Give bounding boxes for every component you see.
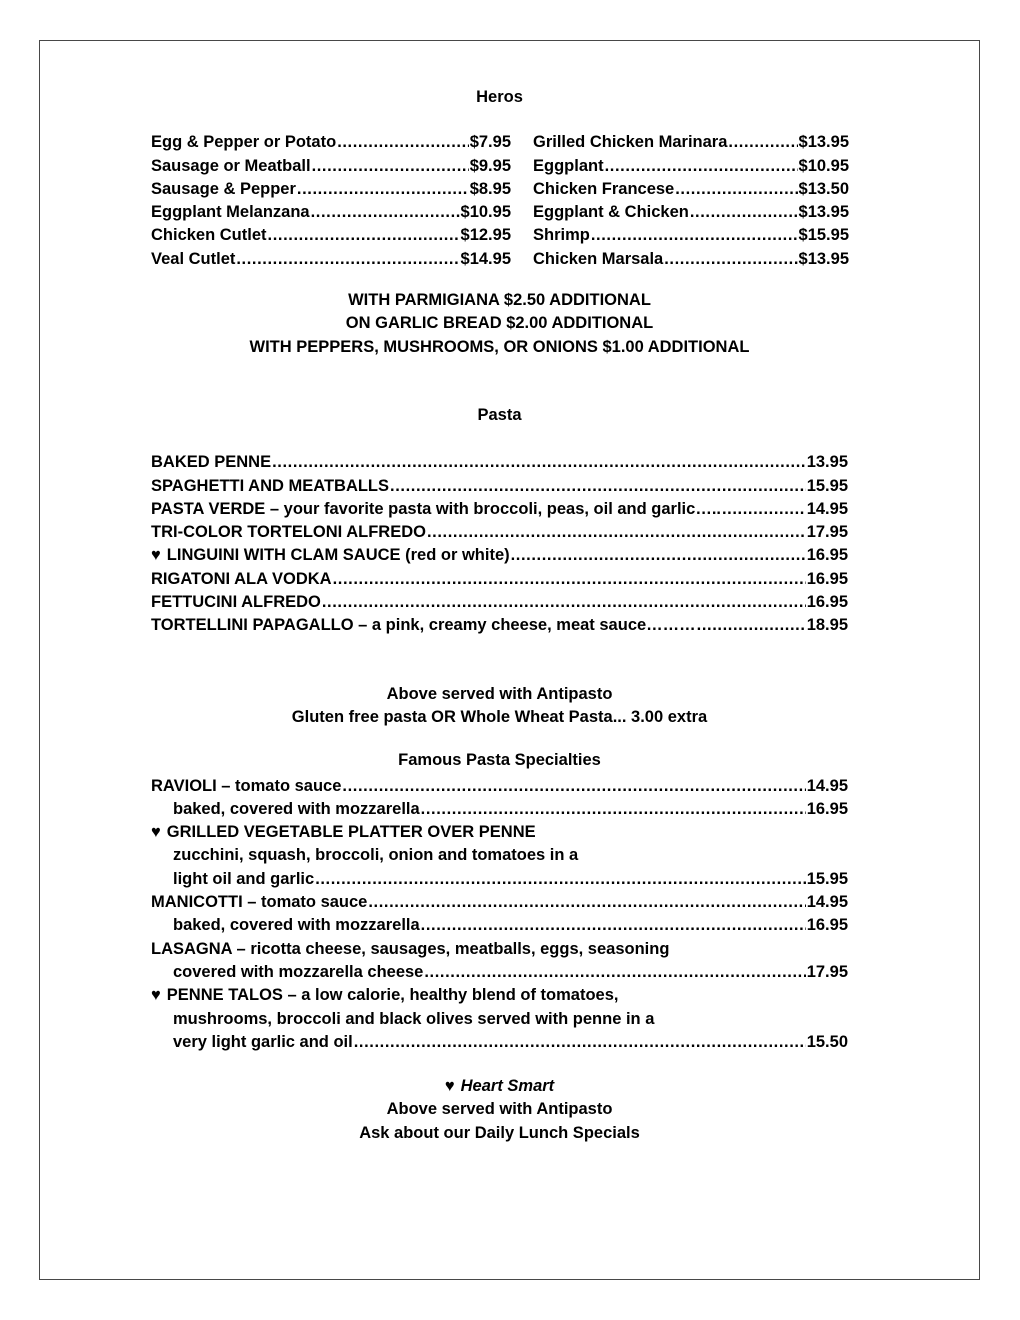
dot-leader <box>354 1031 806 1054</box>
dot-leader <box>311 201 460 224</box>
dot-leader <box>722 498 806 521</box>
specialty-row <box>151 775 848 798</box>
item-name: RAVIOLI – tomato sauce <box>151 776 342 795</box>
dot-leader <box>690 201 798 224</box>
heros-columns <box>151 131 848 271</box>
pasta-item-row <box>151 451 848 474</box>
specialty-row <box>151 891 848 914</box>
heros-right-column <box>533 131 849 271</box>
dot-leader <box>268 224 460 247</box>
pasta-note: Above served with Antipasto <box>386 684 613 703</box>
menu-page <box>39 40 980 1280</box>
item-price: 16.95 <box>806 546 848 565</box>
hero-item-row <box>533 224 849 247</box>
heading-pasta: Pasta <box>477 405 522 424</box>
item-price: $13.95 <box>798 249 849 268</box>
specialty-row <box>151 821 848 844</box>
hero-item-row <box>533 155 849 178</box>
item-price: $13.95 <box>798 133 849 152</box>
heros-note: WITH PARMIGIANA $2.50 ADDITIONAL <box>348 291 651 310</box>
hero-item-row <box>151 155 511 178</box>
item-price: 13.95 <box>806 453 848 472</box>
item-name: MANICOTTI – tomato sauce <box>151 893 368 912</box>
hero-item-row <box>533 178 849 201</box>
item-name: FETTUCINI ALFREDO <box>151 593 321 612</box>
item-price: 16.95 <box>806 569 848 588</box>
item-price: 16.95 <box>806 593 848 612</box>
item-price: $10.95 <box>798 156 849 175</box>
item-description: baked, covered with mozzarella <box>173 799 420 818</box>
dot-leader <box>421 914 806 937</box>
item-name: PASTA VERDE – your favorite pasta with broccoli, peas, oil and garlic….. <box>151 499 721 518</box>
pasta-note: Gluten free pasta OR Whole Wheat Pasta... 3.00 extra <box>291 707 708 726</box>
footer-note: Ask about our Daily Lunch Specials <box>359 1123 640 1142</box>
item-name: PENNE TALOS – a low calorie, healthy blend of tomatoes, <box>166 986 619 1005</box>
dot-leader <box>236 248 459 271</box>
heart-smart-icon: ♥ <box>151 823 161 842</box>
dot-leader <box>421 798 806 821</box>
item-name: Egg & Pepper or Potato <box>151 133 337 152</box>
item-price: 16.95 <box>806 799 848 818</box>
item-price: $9.95 <box>469 156 511 175</box>
heart-smart-icon: ♥ <box>151 986 161 1005</box>
hero-item-row <box>151 248 511 271</box>
dot-leader <box>697 614 806 637</box>
hero-item-row <box>151 201 511 224</box>
item-name: Sausage & Pepper <box>151 179 296 198</box>
dot-leader <box>342 775 805 798</box>
item-name: SPAGHETTI AND MEATBALLS <box>151 476 390 495</box>
pasta-item-row <box>151 498 848 521</box>
item-name: LASAGNA – ricotta cheese, sausages, meatballs, eggs, seasoning <box>151 939 670 958</box>
heading-heros: Heros <box>476 88 523 106</box>
hero-item-row <box>533 201 849 224</box>
pasta-notes <box>151 683 848 730</box>
item-price: $13.50 <box>798 179 849 198</box>
item-description: zucchini, squash, broccoli, onion and tomatoes in a <box>173 846 579 865</box>
item-description: baked, covered with mozzarella <box>173 916 420 935</box>
specialty-row <box>151 1031 848 1054</box>
item-price: $13.95 <box>798 203 849 222</box>
heart-smart-icon: ♥ <box>444 1077 455 1096</box>
hero-item-row <box>533 248 849 271</box>
heart-smart-line <box>151 1075 848 1098</box>
dot-leader <box>591 224 798 247</box>
heros-note: WITH PEPPERS, MUSHROOMS, OR ONIONS $1.00 ADDITIONAL <box>249 337 750 356</box>
item-name: Sausage or Meatball <box>151 156 311 175</box>
dot-leader <box>272 451 806 474</box>
specialty-row <box>151 984 848 1007</box>
heros-note: ON GARLIC BREAD $2.00 ADDITIONAL <box>345 314 654 333</box>
dot-leader <box>368 891 805 914</box>
item-price: 16.95 <box>806 916 848 935</box>
hero-item-row <box>533 131 849 154</box>
item-description: very light garlic and oil <box>173 1032 353 1051</box>
item-price: 15.95 <box>806 476 848 495</box>
specialty-row <box>151 868 848 891</box>
item-price: $10.95 <box>460 203 511 222</box>
specialty-row <box>151 914 848 937</box>
pasta-item-row <box>151 591 848 614</box>
dot-leader <box>322 591 806 614</box>
item-price: 17.95 <box>806 962 848 981</box>
item-name: Shrimp <box>533 226 590 245</box>
item-price: $14.95 <box>460 249 511 268</box>
dot-leader <box>511 544 806 567</box>
item-name: TRI-COLOR TORTELONI ALFREDO <box>151 523 426 542</box>
item-price: 14.95 <box>806 776 848 795</box>
item-name: BAKED PENNE <box>151 453 272 472</box>
item-price: $7.95 <box>469 133 511 152</box>
item-name: Eggplant & Chicken <box>533 203 689 222</box>
heros-left-column <box>151 131 511 271</box>
item-price: $15.95 <box>798 226 849 245</box>
dot-leader <box>728 131 797 154</box>
item-name: Eggplant Melanzana <box>151 203 310 222</box>
dot-leader <box>333 568 806 591</box>
item-price: 14.95 <box>806 499 848 518</box>
item-name: Chicken Marsala <box>533 249 664 268</box>
dot-leader <box>337 131 469 154</box>
specialty-row <box>151 844 848 867</box>
specialty-row <box>151 938 848 961</box>
heart-smart-label: Heart Smart <box>460 1077 555 1096</box>
hero-item-row <box>151 131 511 154</box>
item-description: mushrooms, broccoli and black olives served with penne in a <box>173 1009 655 1028</box>
dot-leader <box>297 178 469 201</box>
pasta-item-row <box>151 614 848 637</box>
dot-leader <box>675 178 797 201</box>
item-price: 17.95 <box>806 523 848 542</box>
pasta-item-row <box>151 521 848 544</box>
item-name: Chicken Francese <box>533 179 675 198</box>
specialty-row <box>151 1008 848 1031</box>
dot-leader <box>664 248 797 271</box>
menu-content <box>40 41 979 1145</box>
item-price: $8.95 <box>469 179 511 198</box>
item-description: light oil and garlic <box>173 869 315 888</box>
menu-footer <box>151 1075 848 1145</box>
dot-leader <box>390 475 806 498</box>
dot-leader <box>605 155 798 178</box>
item-name: Grilled Chicken Marinara <box>533 133 728 152</box>
specialty-row <box>151 798 848 821</box>
item-price: $12.95 <box>460 226 511 245</box>
specialty-row <box>151 961 848 984</box>
hero-item-row <box>151 178 511 201</box>
pasta-item-row <box>151 568 848 591</box>
item-name: Veal Cutlet <box>151 249 236 268</box>
item-description: covered with mozzarella cheese <box>173 962 424 981</box>
heart-smart-icon: ♥ <box>151 546 161 565</box>
heading-specialties: Famous Pasta Specialties <box>398 751 601 770</box>
pasta-item-row <box>151 475 848 498</box>
footer-note: Above served with Antipasto <box>386 1100 613 1119</box>
item-name: LINGUINI WITH CLAM SAUCE (red or white) <box>166 546 510 565</box>
item-price: 15.50 <box>806 1032 848 1051</box>
dot-leader <box>427 521 806 544</box>
item-name: TORTELLINI PAPAGALLO – a pink, creamy cheese, meat sauce……… <box>151 616 696 635</box>
item-name: Eggplant <box>533 156 604 175</box>
item-price: 18.95 <box>806 616 848 635</box>
specialties-list <box>151 775 848 1055</box>
item-name: RIGATONI ALA VODKA <box>151 569 332 588</box>
heros-notes <box>151 289 848 359</box>
dot-leader <box>312 155 469 178</box>
hero-item-row <box>151 224 511 247</box>
pasta-item-row <box>151 544 848 567</box>
item-price: 15.95 <box>806 869 848 888</box>
item-name: GRILLED VEGETABLE PLATTER OVER PENNE <box>166 823 536 842</box>
dot-leader <box>315 868 806 891</box>
item-name: Chicken Cutlet <box>151 226 267 245</box>
item-price: 14.95 <box>806 893 848 912</box>
dot-leader <box>424 961 805 984</box>
pasta-list <box>151 451 848 637</box>
